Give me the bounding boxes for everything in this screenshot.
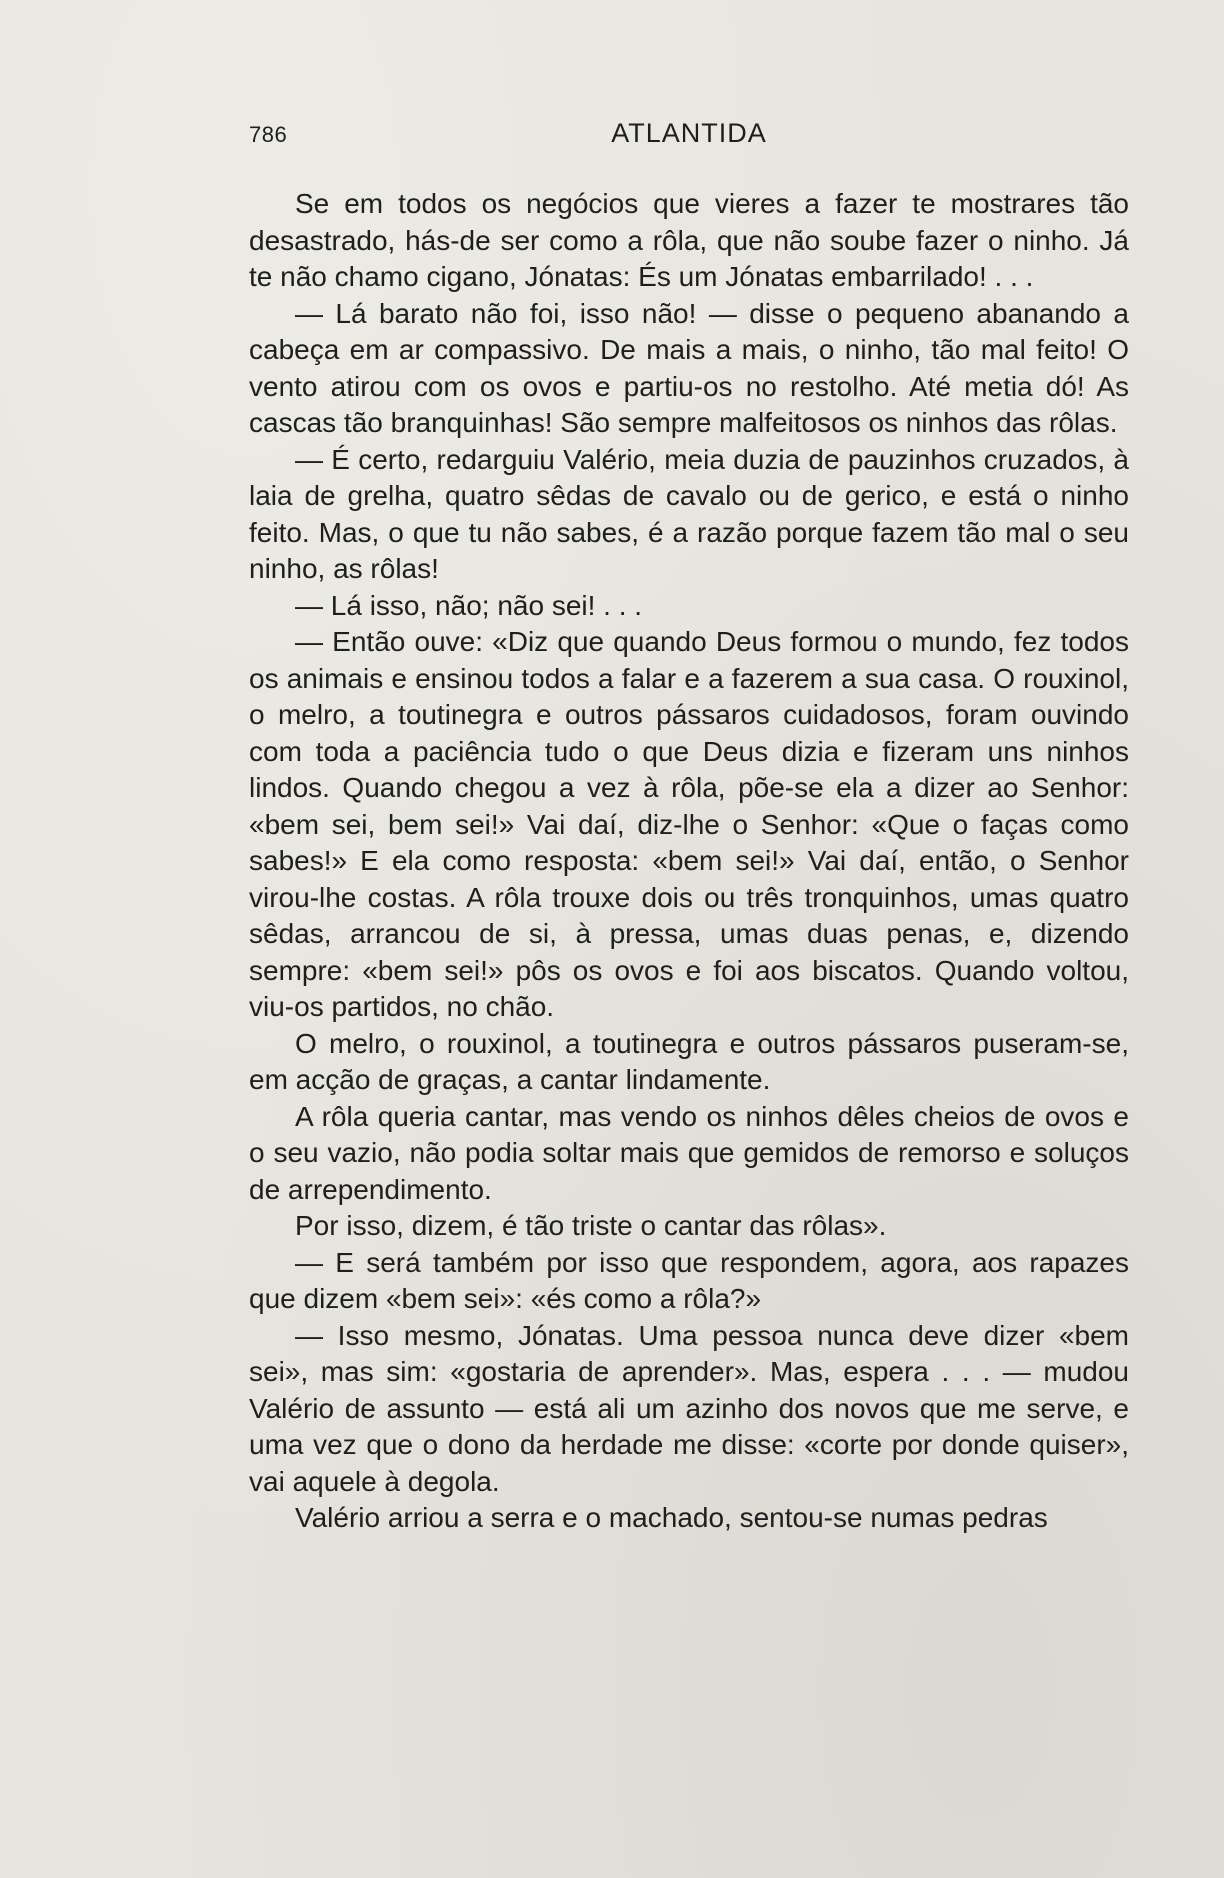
paragraph: Por isso, dizem, é tão triste o cantar das rôlas». xyxy=(295,1210,887,1241)
running-head xyxy=(249,118,1129,158)
running-title: ATLANTIDA xyxy=(611,118,767,148)
paragraph: — É certo, redarguiu Valério, meia duzia de pauzinhos cruzados, à laia de grelha, quatro sêdas de cavalo ou de gerico, e está o ninho feito. Mas, o que tu não sabes, é a razão porque fazem tão mal o seu ninho, as rôlas! xyxy=(249,443,1129,584)
paragraph: O melro, o rouxinol, a toutinegra e outros pássaros puseram-se, em acção de graças, a cantar lindamente. xyxy=(249,1027,1129,1095)
paragraph: — Isso mesmo, Jónatas. Uma pessoa nunca deve dizer «bem sei», mas sim: «gostaria de aprender». Mas, espera . . . — mudou Valério de assunto — está ali um azinho dos novos que me serve, e uma vez que o dono da herdade me disse: «corte por donde quiser», vai aquele à degola. xyxy=(249,1319,1129,1497)
paragraph: Valério arriou a serra e o machado, sentou-se numas pedras xyxy=(295,1502,1048,1533)
paragraph: — Lá barato não foi, isso não! — disse o pequeno abanando a cabeça em ar compassivo. De mais a mais, o ninho, tão mal feito! O vento atirou com os ovos e partiu-os no restolho. Até metia dó! As cascas tão branquinhas! São sempre malfeitosos os ninhos das rôlas. xyxy=(249,297,1129,438)
paragraph: — Lá isso, não; não sei! . . . xyxy=(295,589,643,621)
paragraph: — E será também por isso que respondem, agora, aos rapazes que dizem «bem sei»: «és como a rôla?» xyxy=(249,1246,1129,1314)
page-number: 786 xyxy=(249,122,288,147)
paragraph: Se em todos os negócios que vieres a fazer te mostrares tão desastrado, hás-de ser como a rôla, que não soube fazer o ninho. Já te não chamo cigano, Jónatas: És um Jónatas embarrilado! . . . xyxy=(249,188,1129,292)
paragraph: — Então ouve: «Diz que quando Deus formou o mundo, fez todos os animais e ensinou todos a falar e a fazerem a sua casa. O rouxinol, o melro, a toutinegra e outros pássaros cuidadosos, foram ouvindo com toda a paciência tudo o que Deus dizia e fizeram uns ninhos lindos. Quando chegou a vez à rôla, põe-se ela a dizer ao Senhor: «bem sei, bem sei!» Vai daí, diz-lhe o Senhor: «Que o faças como sabes!» E ela como resposta: «bem sei!» Vai daí, então, o Senhor virou-lhe costas. A rôla trouxe dois ou três tronquinhos, umas quatro sêdas, arrancou de si, à pressa, umas duas penas, e, dizendo sempre: «bem sei!» pôs os ovos e foi aos biscatos. Quando voltou, viu-os partidos, no chão. xyxy=(249,626,1129,1022)
body-text xyxy=(249,186,1129,1537)
paragraph: A rôla queria cantar, mas vendo os ninhos dêles cheios de ovos e o seu vazio, não podia soltar mais que gemidos de remorso e soluços de arrependimento. xyxy=(249,1100,1129,1205)
